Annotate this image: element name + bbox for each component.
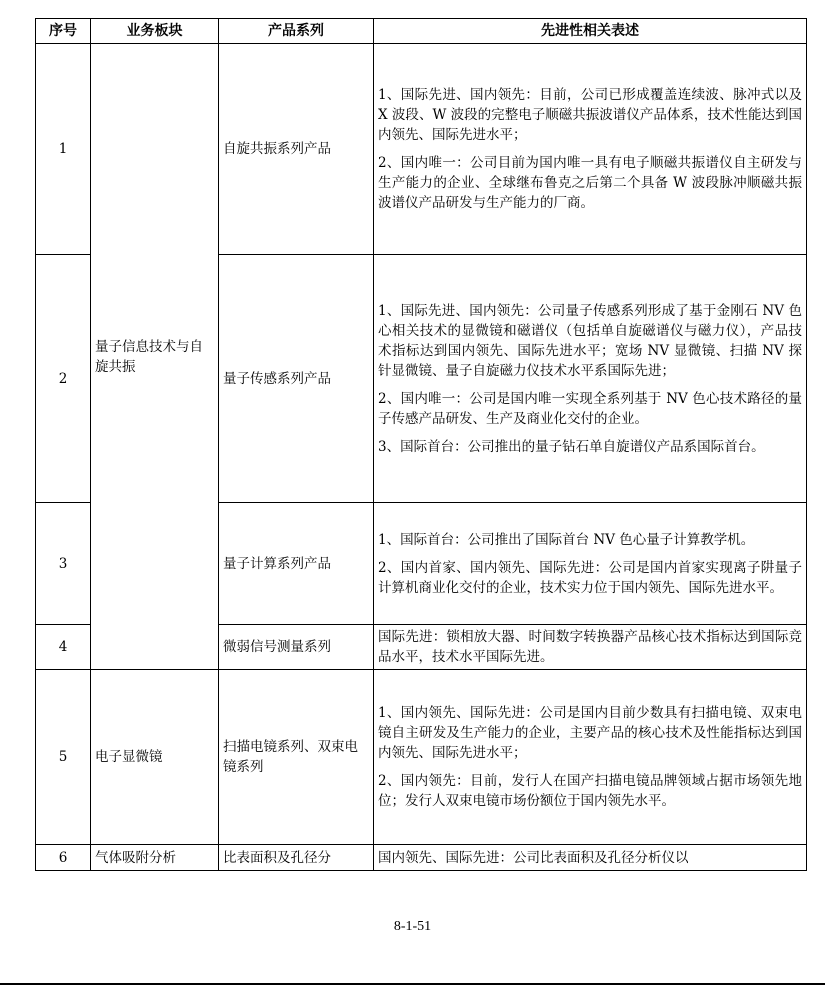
description-paragraph: 国内领先、国际先进：公司比表面积及孔径分析仪以 bbox=[378, 849, 689, 866]
table-row bbox=[36, 44, 807, 255]
table-header-row bbox=[36, 19, 807, 44]
row-number: 6 bbox=[36, 845, 91, 871]
description-paragraph: 国际先进：锁相放大器、时间数字转换器产品核心技术指标达到国际竞品水平，技术水平国际先进。 bbox=[378, 629, 802, 665]
description-paragraph: 1、国际先进、国内领先：公司量子传感系列形成了基于金刚石 NV 色心相关技术的显微镜和磁谱仪（包括单自旋磁谱仪与磁力仪），产品技术指标达到国内领先、国际先进水平；宽场 NV 显微镜、扫描 NV 探针显微镜、量子自旋磁力仪技术水平系国际先进； bbox=[378, 302, 802, 379]
segment-cell: 气体吸附分析 bbox=[91, 845, 219, 871]
segment-cell: 量子信息技术与自旋共振 bbox=[91, 44, 219, 670]
description-paragraph: 2、国内唯一：公司是国内唯一实现全系列基于 NV 色心技术路径的量子传感产品研发、生产及商业化交付的企业。 bbox=[378, 390, 802, 427]
table-row bbox=[36, 845, 807, 871]
description-paragraph: 2、国内领先：目前，发行人在国产扫描电镜品牌领域占据市场领先地位；发行人双束电镜市场份额位于国内领先水平。 bbox=[378, 773, 802, 809]
description-cell bbox=[374, 503, 807, 625]
description-paragraph: 1、国际首台：公司推出了国际首台 NV 色心量子计算教学机。 bbox=[378, 531, 755, 548]
description-paragraph: 1、国内领先、国际先进：公司是国内目前少数具有扫描电镜、双束电镜自主研发及生产能力的企业，主要产品的核心技术及性能指标达到国内领先、国际先进水平； bbox=[378, 705, 802, 761]
product-cell: 量子传感系列产品 bbox=[219, 255, 374, 503]
description-cell bbox=[374, 625, 807, 670]
advancement-table bbox=[35, 18, 807, 871]
row-number: 3 bbox=[36, 503, 91, 625]
header-description: 先进性相关表述 bbox=[374, 19, 807, 44]
header-segment: 业务板块 bbox=[91, 19, 219, 44]
description-paragraph: 1、国际先进、国内领先：目前，公司已形成覆盖连续波、脉冲式以及 X 波段、W 波段的完整电子顺磁共振波谱仪产品体系，技术性能达到国内领先、国际先进水平； bbox=[378, 87, 802, 143]
description-paragraph: 2、国内唯一：公司目前为国内唯一具有电子顺磁共振谱仪自主研发与生产能力的企业、全球继布鲁克之后第二个具备 W 波段脉冲顺磁共振波谱仪产品研发与生产能力的厂商。 bbox=[378, 155, 802, 211]
page-number: 8-1-51 bbox=[393, 919, 432, 934]
product-cell: 量子计算系列产品 bbox=[219, 503, 374, 625]
product-cell: 扫描电镜系列、双束电镜系列 bbox=[219, 670, 374, 845]
table-row bbox=[36, 670, 807, 845]
row-number: 1 bbox=[36, 44, 91, 255]
description-cell bbox=[374, 845, 807, 871]
row-number: 2 bbox=[36, 255, 91, 503]
description-paragraph: 3、国际首台：公司推出的量子钻石单自旋谱仪产品系国际首台。 bbox=[378, 438, 765, 455]
row-number: 5 bbox=[36, 670, 91, 845]
product-cell: 比表面积及孔径分 bbox=[219, 845, 374, 871]
segment-cell: 电子显微镜 bbox=[91, 670, 219, 845]
description-paragraph: 2、国内首家、国内领先、国际先进：公司是国内首家实现离子阱量子计算机商业化交付的企业，技术实力位于国内领先、国际先进水平。 bbox=[378, 559, 802, 596]
description-cell bbox=[374, 44, 807, 255]
product-cell: 微弱信号测量系列 bbox=[219, 625, 374, 670]
product-cell: 自旋共振系列产品 bbox=[219, 44, 374, 255]
row-number: 4 bbox=[36, 625, 91, 670]
bottom-rule bbox=[0, 983, 825, 985]
header-product: 产品系列 bbox=[219, 19, 374, 44]
header-no: 序号 bbox=[36, 19, 91, 44]
description-cell bbox=[374, 670, 807, 845]
description-cell bbox=[374, 255, 807, 503]
